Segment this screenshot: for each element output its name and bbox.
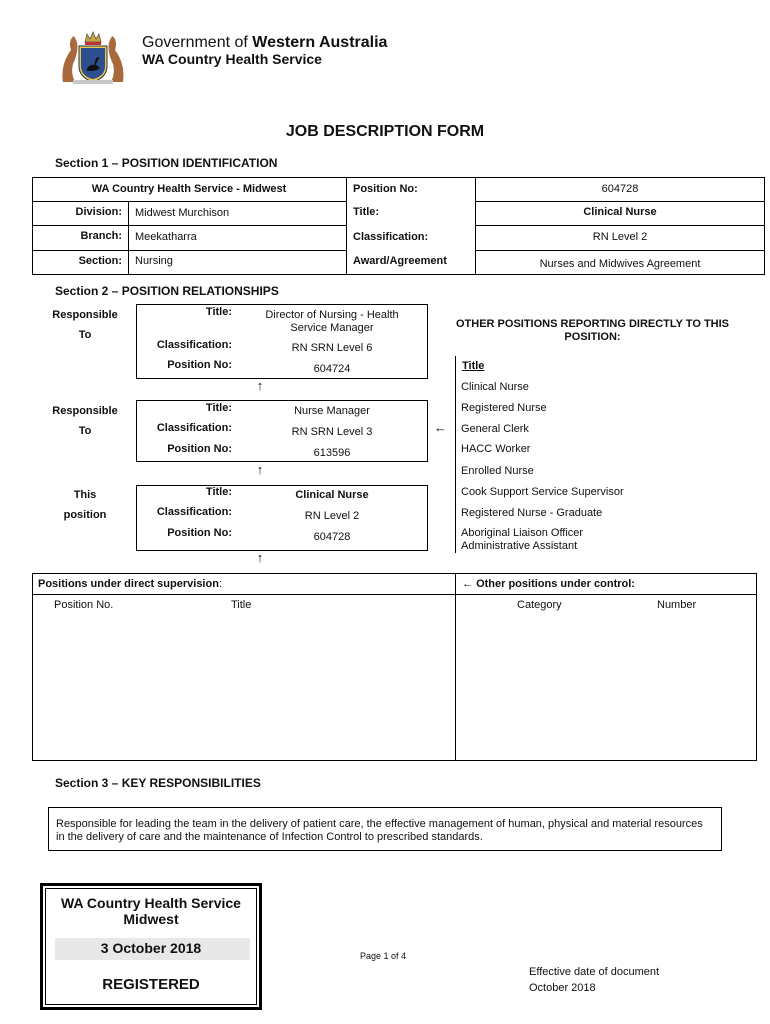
crest-logo bbox=[55, 24, 131, 86]
col-position-no: Position No. bbox=[54, 599, 114, 611]
box1-title-label: Title: bbox=[205, 306, 232, 318]
position-label: position bbox=[63, 509, 107, 521]
col-number: Number bbox=[657, 599, 697, 611]
position-no-label: Position No: bbox=[353, 183, 418, 195]
responsible-label-2: Responsible bbox=[52, 405, 118, 417]
key-responsibilities-text: Responsible for leading the team in the delivery of patient care, the effective management of human, physical and material resources in the delivery of care and the maintenance of Infection Control to prescribed standards. bbox=[56, 818, 703, 843]
to-label-1: To bbox=[78, 329, 92, 341]
box2-position-no-value: 613596 bbox=[313, 447, 351, 459]
this-label: This bbox=[73, 489, 97, 501]
arrow-up-icon-1: ↑ bbox=[256, 378, 264, 393]
effective-date-label: Effective date of document bbox=[529, 966, 660, 978]
direct-supervision-label: Positions under direct supervision: bbox=[38, 578, 222, 590]
box1-classification-value: RN SRN Level 6 bbox=[291, 342, 373, 354]
box1-classification-label: Classification: bbox=[156, 339, 232, 351]
section-value: Nursing bbox=[135, 255, 173, 267]
division-label: Division: bbox=[75, 206, 122, 218]
branch-label: Branch: bbox=[80, 230, 122, 242]
stamp-line2: Midwest bbox=[123, 911, 179, 927]
division-value: Midwest Murchison bbox=[135, 207, 230, 219]
other-position-5: Enrolled Nurse bbox=[461, 465, 534, 477]
effective-date-value: October 2018 bbox=[529, 982, 596, 994]
org-name: WA Country Health Service - Midwest bbox=[91, 183, 287, 195]
gov-bold: Western Australia bbox=[252, 34, 388, 51]
supervision-table bbox=[32, 573, 757, 761]
arrow-left-icon: ← bbox=[434, 420, 447, 435]
other-position-2: Registered Nurse bbox=[461, 402, 547, 414]
branch-value: Meekatharra bbox=[135, 231, 197, 243]
other-control-label: ← Other positions under control: bbox=[462, 578, 635, 590]
award-label: Award/Agreement bbox=[353, 255, 447, 267]
arrow-up-icon-2: ↑ bbox=[256, 462, 264, 477]
other-positions-heading: OTHER POSITIONS REPORTING DIRECTLY TO THIS POSITION: bbox=[456, 318, 729, 343]
stamp-date: 3 October 2018 bbox=[100, 940, 202, 956]
other-position-7: Registered Nurse - Graduate bbox=[461, 507, 603, 519]
other-position-4: HACC Worker bbox=[461, 443, 531, 455]
award-value: Nurses and Midwives Agreement bbox=[539, 258, 701, 270]
section3-heading: Section 3 – KEY RESPONSIBILITIES bbox=[55, 776, 261, 790]
other-position-3: General Clerk bbox=[461, 423, 529, 435]
gov-prefix: Government of bbox=[142, 34, 253, 51]
classification-value: RN Level 2 bbox=[592, 231, 648, 243]
box3-position-no-label: Position No: bbox=[167, 527, 232, 539]
box1-position-no-value: 604724 bbox=[313, 363, 351, 375]
page-title: JOB DESCRIPTION FORM bbox=[285, 123, 485, 140]
box2-title-label: Title: bbox=[205, 402, 232, 414]
other-position-1: Clinical Nurse bbox=[461, 381, 529, 393]
box1-position-no-label: Position No: bbox=[167, 359, 232, 371]
box1-title-value: Director of Nursing - Health Service Manager bbox=[265, 309, 399, 334]
box2-title-value: Nurse Manager bbox=[294, 405, 370, 417]
classification-label: Classification: bbox=[353, 231, 429, 243]
service-title: WA Country Health Service bbox=[142, 51, 322, 67]
section-label: Section: bbox=[78, 255, 122, 267]
box3-classification-label: Classification: bbox=[156, 506, 232, 518]
box3-classification-value: RN Level 2 bbox=[304, 510, 360, 522]
to-label-2: To bbox=[78, 425, 92, 437]
box2-classification-value: RN SRN Level 3 bbox=[291, 426, 373, 438]
box3-position-no-value: 604728 bbox=[313, 531, 351, 543]
section2-heading: Section 2 – POSITION RELATIONSHIPS bbox=[55, 284, 279, 298]
other-position-9: Administrative Assistant bbox=[461, 540, 578, 552]
government-title bbox=[142, 34, 387, 52]
box2-position-no-label: Position No: bbox=[167, 443, 232, 455]
arrow-left-icon: ← bbox=[462, 578, 473, 590]
title-value: Clinical Nurse bbox=[583, 206, 657, 218]
other-title-header: Title bbox=[462, 360, 485, 372]
stamp-line1: WA Country Health Service bbox=[61, 895, 241, 911]
box3-title-label: Title: bbox=[205, 486, 232, 498]
other-position-8: Aboriginal Liaison Officer bbox=[461, 527, 584, 539]
position-no-value: 604728 bbox=[601, 183, 639, 195]
responsible-label-1: Responsible bbox=[52, 309, 118, 321]
arrow-up-icon-3: ↑ bbox=[256, 550, 264, 565]
col-category: Category bbox=[517, 599, 562, 611]
page-number: Page 1 of 4 bbox=[360, 951, 407, 961]
other-position-6: Cook Support Service Supervisor bbox=[461, 486, 624, 498]
stamp-status: REGISTERED bbox=[102, 976, 200, 993]
col-title: Title bbox=[231, 599, 252, 611]
title-label: Title: bbox=[353, 206, 380, 218]
section1-heading: Section 1 – POSITION IDENTIFICATION bbox=[55, 156, 278, 170]
box2-classification-label: Classification: bbox=[156, 422, 232, 434]
box3-title-value: Clinical Nurse bbox=[295, 489, 369, 501]
